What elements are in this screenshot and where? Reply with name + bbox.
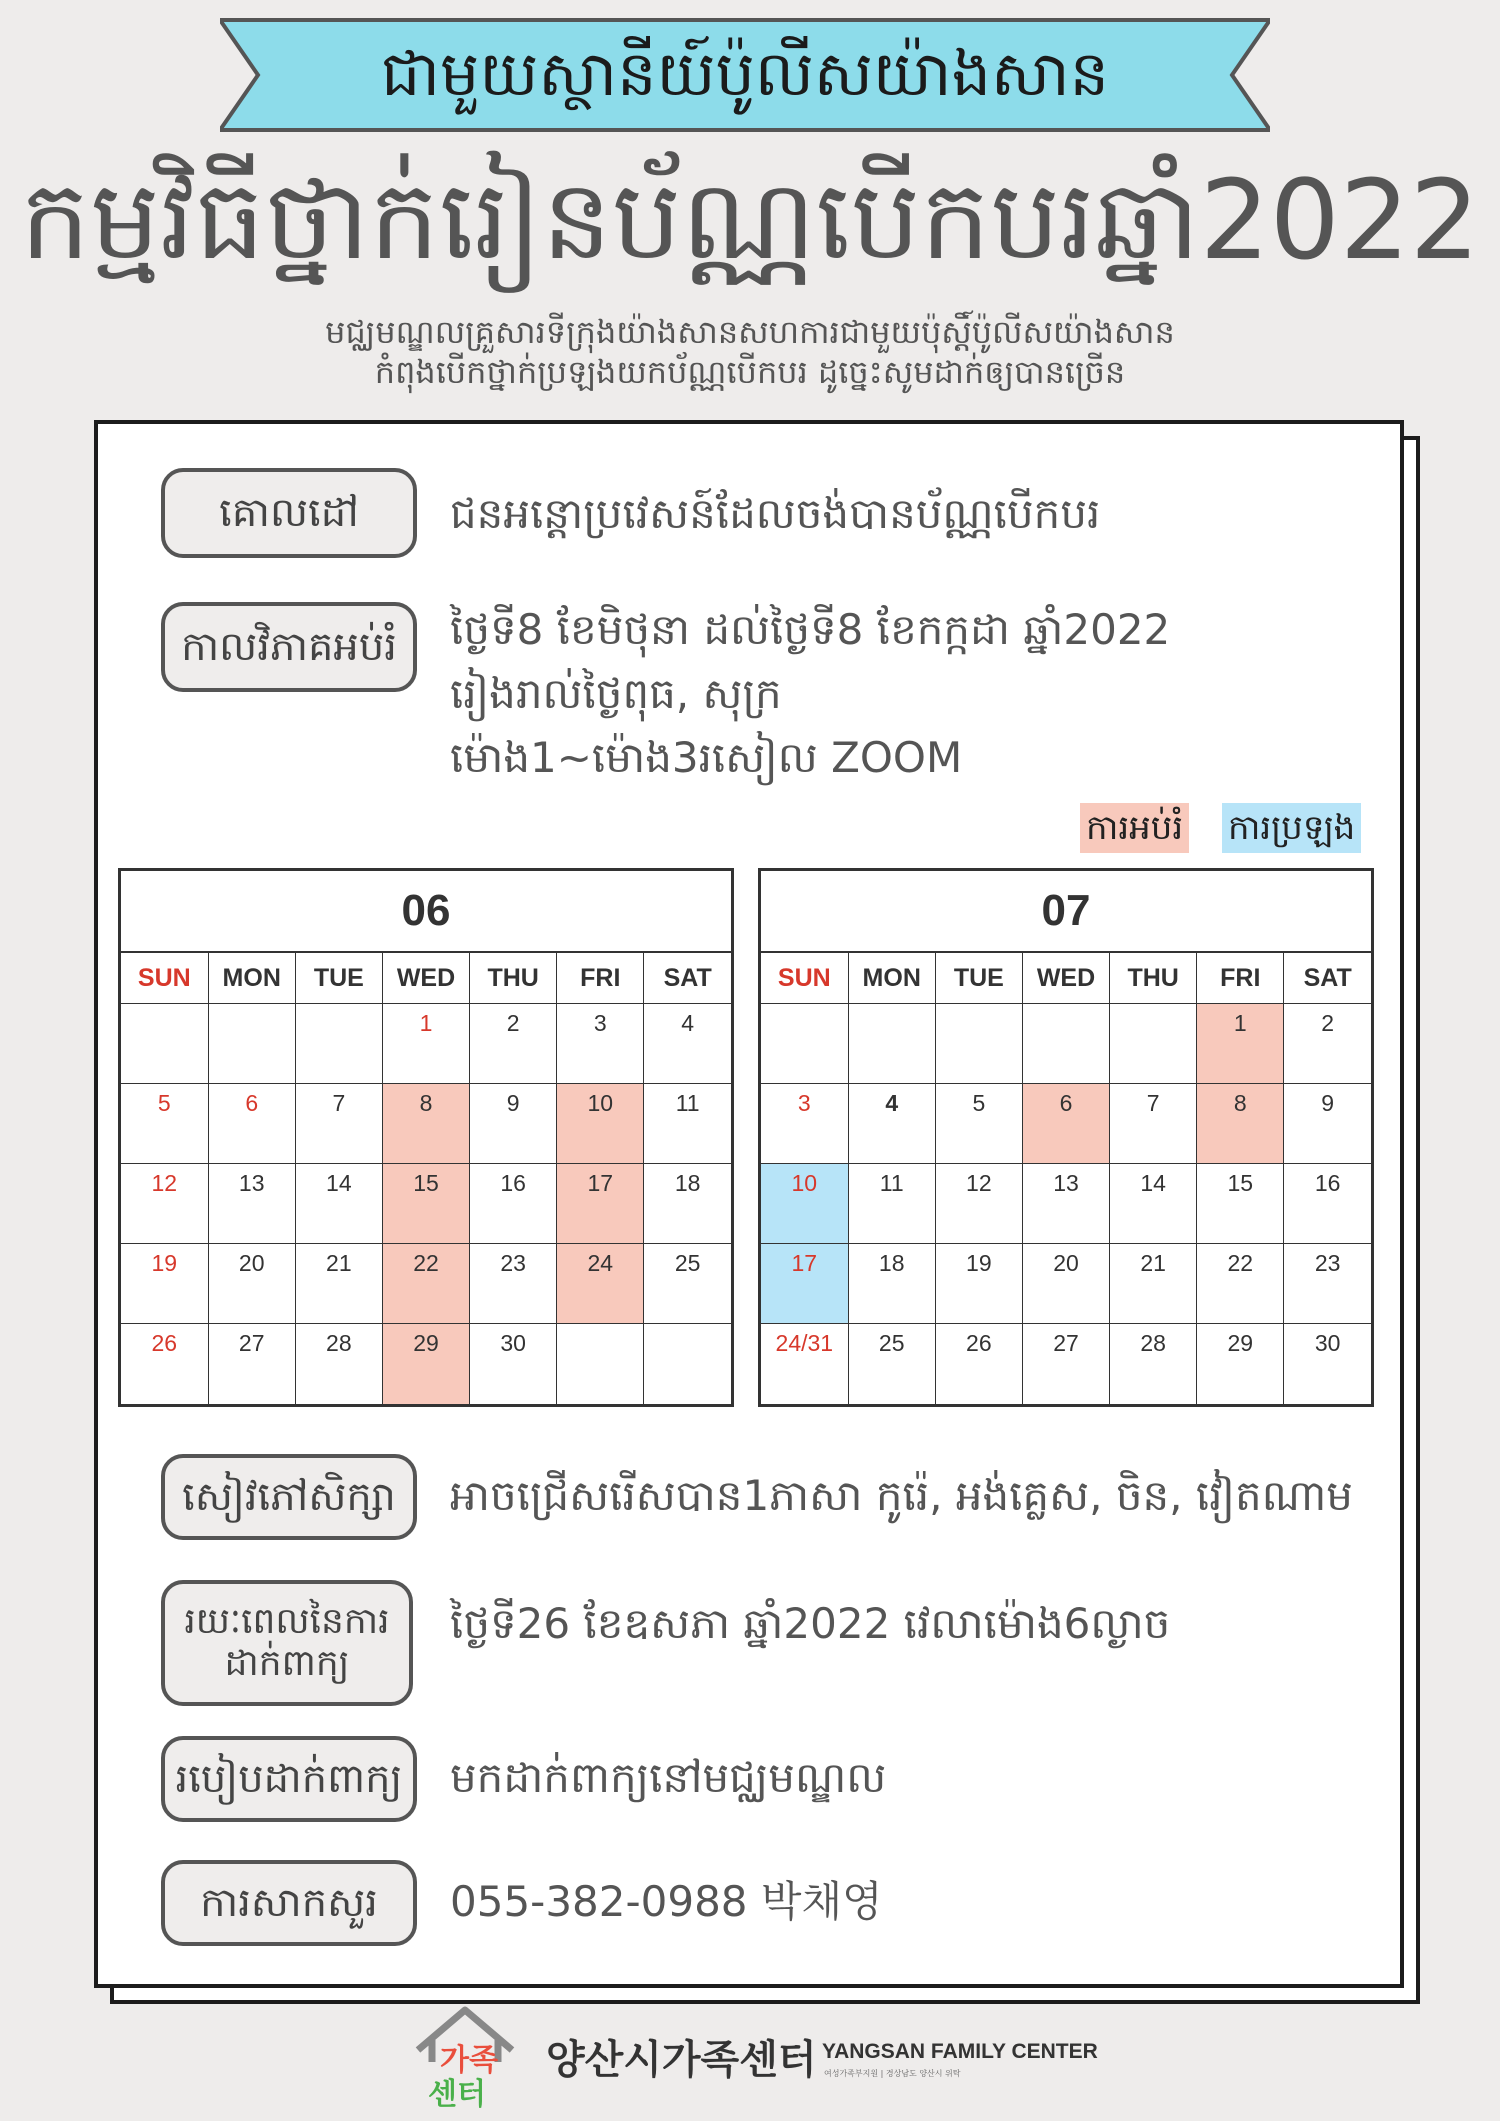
calendar-day-cell: 19 (121, 1244, 208, 1324)
calendar-week-row (761, 1164, 1371, 1244)
period-time: ម៉ោង1~ម៉ោង3រសៀល ZOOM (450, 733, 963, 782)
weekday-header: TUE (295, 953, 382, 1004)
calendar-day-cell: 12 (121, 1164, 208, 1244)
weekday-header: SUN (121, 953, 208, 1004)
page-title: កម្មវិធីថ្នាក់រៀនប័ណ្ណបើកបរឆ្នាំ2022 (20, 156, 1480, 284)
calendar-grid (121, 953, 731, 1404)
calendar-day-cell: 12 (935, 1164, 1022, 1244)
calendar-day-cell: 28 (1110, 1324, 1197, 1404)
calendar-day-cell (1110, 1004, 1197, 1084)
calendar-day-cell: 21 (1110, 1244, 1197, 1324)
subtitle-line-1: មជ្ឈមណ្ឌលគ្រួសារទីក្រុងយ៉ាងសានសហការជាមួយប៉ុស្តិ៍ប៉ូលីសយ៉ាងសាន (325, 313, 1175, 351)
weekday-header: SAT (1284, 953, 1371, 1004)
calendar-day-cell (848, 1004, 935, 1084)
calendar-day-cell (935, 1004, 1022, 1084)
calendar-day-cell: 10 (761, 1164, 848, 1244)
org-name-english: YANGSAN FAMILY CENTER (822, 2040, 1098, 2063)
period-label: កាលវិភាគអប់រំ (161, 602, 417, 692)
weekday-header: MON (208, 953, 295, 1004)
calendar-grid (761, 953, 1371, 1404)
calendar-day-cell: 15 (1197, 1164, 1284, 1244)
org-subtext: 여성가족부지원 | 경상남도 양산시 위탁 (824, 2069, 961, 2078)
calendar-day-cell: 4 (848, 1084, 935, 1164)
calendar-day-cell: 26 (121, 1324, 208, 1404)
calendar-day-cell (208, 1004, 295, 1084)
calendar-day-cell: 1 (382, 1004, 469, 1084)
weekday-header: SAT (644, 953, 731, 1004)
calendar-day-cell: 16 (1284, 1164, 1371, 1244)
calendar-day-cell: 16 (470, 1164, 557, 1244)
calendar-day-cell: 8 (1197, 1084, 1284, 1164)
weekday-header: WED (1022, 953, 1109, 1004)
calendar-week-row (121, 1004, 731, 1084)
calendar-july (758, 868, 1374, 1407)
textbook-label: សៀវភៅសិក្សា (161, 1454, 417, 1540)
family-center-logo (410, 2002, 520, 2112)
calendar-day-cell: 23 (1284, 1244, 1371, 1324)
calendar-day-cell: 9 (470, 1084, 557, 1164)
calendar-day-cell: 11 (644, 1084, 731, 1164)
calendar-day-cell: 24/31 (761, 1324, 848, 1404)
legend-education: ការអប់រំ (1080, 803, 1189, 853)
calendar-day-cell: 20 (1022, 1244, 1109, 1324)
weekday-header: FRI (557, 953, 644, 1004)
weekday-header: MON (848, 953, 935, 1004)
org-name-korean: 양산시가족센터 (546, 2037, 817, 2083)
calendar-week-row (761, 1004, 1371, 1084)
calendar-day-cell: 11 (848, 1164, 935, 1244)
banner-title: ជាមួយស្ថានីយ៍ប៉ូលីសយ៉ាងសាន (380, 37, 1110, 110)
contact-label: ការសាកសួរ (161, 1860, 417, 1946)
calendar-day-cell (295, 1004, 382, 1084)
weekday-header: WED (382, 953, 469, 1004)
calendar-day-cell: 6 (208, 1084, 295, 1164)
calendar-day-cell: 25 (848, 1324, 935, 1404)
calendar-day-cell: 27 (208, 1324, 295, 1404)
method-value: មកដាក់ពាក្យនៅមជ្ឈមណ្ឌល (450, 1753, 887, 1802)
calendar-month-title: 07 (761, 871, 1371, 953)
calendar-day-cell: 28 (295, 1324, 382, 1404)
calendar-day-cell: 3 (761, 1084, 848, 1164)
calendar-day-cell: 1 (1197, 1004, 1284, 1084)
calendar-day-cell: 2 (470, 1004, 557, 1084)
logo-text-bottom: 센터 (428, 2077, 486, 2112)
calendar-day-cell: 24 (557, 1244, 644, 1324)
calendar-day-cell (1022, 1004, 1109, 1084)
calendar-day-cell: 5 (121, 1084, 208, 1164)
calendar-day-cell: 13 (1022, 1164, 1109, 1244)
textbook-value: អាចជ្រើសរើសបាន1ភាសា កូរ៉េ, អង់គ្លេស, ចិន, វៀតណាម (450, 1471, 1353, 1520)
calendar-day-cell: 2 (1284, 1004, 1371, 1084)
weekday-header: SUN (761, 953, 848, 1004)
calendar-day-cell (121, 1004, 208, 1084)
contact-value: 055-382-0988 박채영 (450, 1877, 883, 1926)
calendar-week-row (761, 1244, 1371, 1324)
calendar-day-cell: 20 (208, 1244, 295, 1324)
calendar-month-title: 06 (121, 871, 731, 953)
calendar-day-cell: 30 (1314, 1330, 1341, 1356)
calendar-day-cell: 23 (470, 1244, 557, 1324)
calendar-day-cell: 27 (1022, 1324, 1109, 1404)
calendar-day-cell: 15 (382, 1164, 469, 1244)
calendar-day-cell: 18 (848, 1244, 935, 1324)
calendar-day-cell: 7 (1110, 1084, 1197, 1164)
period-days: រៀងរាល់ថ្ងៃពុធ, សុក្រ (450, 669, 782, 718)
calendar-day-cell (557, 1324, 644, 1404)
deadline-label: រយៈពេលនៃការដាក់ពាក្យ (161, 1580, 413, 1706)
weekday-header: THU (470, 953, 557, 1004)
calendar-day-cell: 10 (557, 1084, 644, 1164)
calendar-week-row (121, 1244, 731, 1324)
deadline-value: ថ្ងៃទី26 ខែឧសភា ឆ្នាំ2022 វេលាម៉ោង6ល្ងាច (450, 1599, 1171, 1648)
calendar-week-row (121, 1164, 731, 1244)
calendar-week-row (761, 1324, 1371, 1404)
target-label: គោលដៅ (161, 468, 417, 558)
calendar-day-cell: 29 (1197, 1324, 1284, 1404)
period-dates: ថ្ងៃទី8 ខែមិថុនា ដល់ថ្ងៃទី8 ខែកក្កដា ឆ្នាំ2022 (450, 605, 1171, 654)
calendar-day-cell: 14 (1110, 1164, 1197, 1244)
calendar-day-cell: 13 (208, 1164, 295, 1244)
calendar-day-cell: 17 (557, 1164, 644, 1244)
calendar-day-cell: 22 (382, 1244, 469, 1324)
weekday-header: TUE (935, 953, 1022, 1004)
calendar-day-cell: 26 (935, 1324, 1022, 1404)
calendar-week-row (121, 1084, 731, 1164)
calendar-day-cell: 22 (1197, 1244, 1284, 1324)
calendar-day-cell (644, 1324, 731, 1404)
calendar-day-cell: 29 (382, 1324, 469, 1404)
weekday-header: THU (1110, 953, 1197, 1004)
calendar-day-cell: 4 (644, 1004, 731, 1084)
calendar-week-row (761, 1084, 1371, 1164)
calendar-day-cell: 30 (470, 1324, 557, 1404)
legend-exam: ការប្រឡង (1222, 803, 1361, 853)
method-label: របៀបដាក់ពាក្យ (161, 1736, 417, 1822)
calendar-week-row (121, 1324, 731, 1404)
calendar-day-cell: 8 (382, 1084, 469, 1164)
calendar-day-cell: 3 (557, 1004, 644, 1084)
weekday-header: FRI (1197, 953, 1284, 1004)
calendar-day-cell: 9 (1284, 1084, 1371, 1164)
calendar-day-cell: 25 (644, 1244, 731, 1324)
calendar-day-cell: 6 (1022, 1084, 1109, 1164)
calendar-day-cell: 5 (935, 1084, 1022, 1164)
calendar-day-cell: 21 (295, 1244, 382, 1324)
calendar-june (118, 868, 734, 1407)
calendar-day-cell: 17 (761, 1244, 848, 1324)
calendar-day-cell: 18 (644, 1164, 731, 1244)
subtitle-line-2: កំពុងបើកថ្នាក់ប្រឡងយកប័ណ្ណបើកបរ ដូច្នេះសូមដាក់ឲ្យបានច្រើន (374, 353, 1126, 391)
calendar-day-cell: 19 (935, 1244, 1022, 1324)
target-value: ជនអន្តោប្រវេសន៍ដែលចង់បានប័ណ្ណបើកបរ (450, 489, 1101, 538)
calendar-day-cell: 7 (295, 1084, 382, 1164)
logo-text-top: 가족 (440, 2043, 498, 2078)
calendar-day-cell: 14 (295, 1164, 382, 1244)
calendar-day-cell (761, 1004, 848, 1084)
